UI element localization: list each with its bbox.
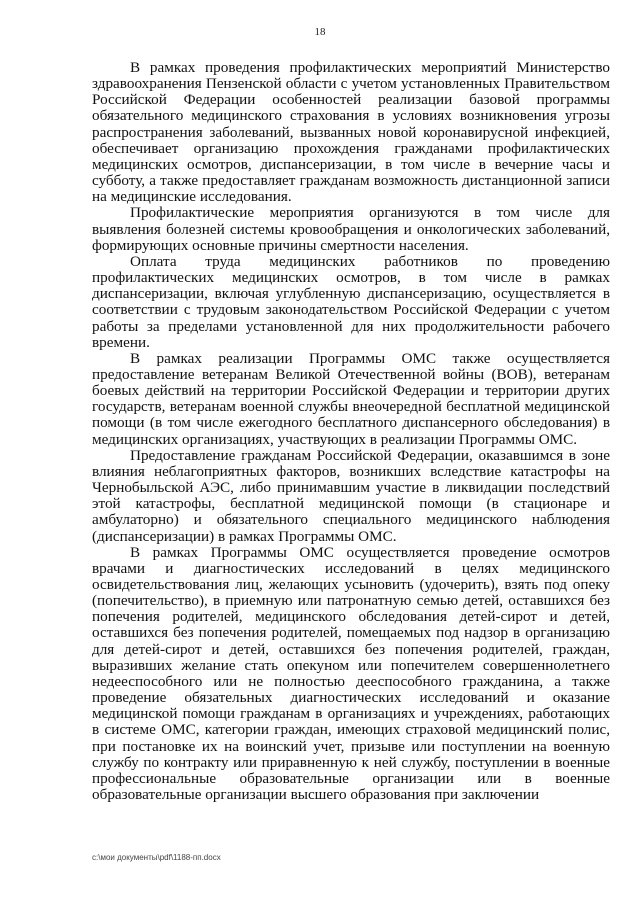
footer-file-path: c:\мои документы\pdf\1188-пп.docx (92, 853, 221, 862)
paragraph-medical-examinations: В рамках Программы ОМС осуществляется проведение осмотров врачами и диагностических исследований в целях медицинского освидетельствования лиц, желающих усыновить (удочерить), взять под опеку (попечительство), в приемную или патронатную семью детей, оставшихся без попечения родителей, медицинского обследования детей-сирот и детей, оставшихся без попечения родителей, помещаемых под надзор в организацию для детей-сирот и детей, оставшихся без попечения родителей, граждан, выразивших желание стать опекуном или попечителем совершеннолетнего недееспособного или не полностью дееспособного гражданина, а также проведение обязательных диагностических исследований и оказание медицинской помощи гражданам в организациях и учреждениях, работающих в системе ОМС, категории граждан, имеющих страховой медицинский полис, при постановке их на воинский учет, призыве или поступлении на военную службу по контракту или приравненную к ней службу, поступлении в военные профессиональные образовательные организации или в военные образовательные организации высшего образования при заключении (92, 543, 610, 804)
document-body (92, 60, 610, 803)
paragraph-veterans-care: В рамках реализации Программы ОМС также осуществляется предоставление ветеранам Великой Отечественной войны (ВОВ), ветеранам боевых действий на территории Российской Федерации и территории других государств, ветеранам военной службы внеочередной бесплатной медицинской помощи (в том числе ежегодного бесплатного диспансерного обследования) в медицинских организациях, участвующих в реализации Программы ОМС. (92, 349, 610, 448)
page-number: 18 (314, 26, 326, 38)
paragraph-chernobyl-care: Предоставление гражданам Российской Федерации, оказавшимся в зоне влияния неблагоприятных факторов, возникших вследствие катастрофы на Чернобыльской АЭС, либо принимавшим участие в ликвидации последствий этой катастрофы, бесплатной медицинской помощи (в стационаре и амбулаторно) и обязательного специального медицинского наблюдения (диспансеризации) в рамках Программы ОМС. (92, 446, 610, 545)
paragraph-disease-detection: Профилактические мероприятия организуются в том числе для выявления болезней системы кровообращения и онкологических заболеваний, формирующих основные причины смертности населения. (92, 204, 610, 254)
paragraph-preventive-measures: В рамках проведения профилактических мероприятий Министерство здравоохранения Пензенской области с учетом установленных Правительством Российской Федерации особенностей реализации базовой программы обязательного медицинского страхования в условиях возникновения угрозы распространения заболеваний, вызванных новой коронавирусной инфекцией, обеспечивает организацию прохождения гражданами профилактических медицинских осмотров, диспансеризации, в том числе в вечерние часы и субботу, а также предоставляет гражданам возможность дистанционной записи на медицинские исследования. (92, 59, 610, 206)
paragraph-remuneration: Оплата труда медицинских работников по проведению профилактических медицинских осмотров, в том числе в рамках диспансеризации, включая углубленную диспансеризацию, осуществляется в соответствии с трудовым законодательством Российской Федерации с учетом работы за пределами установленной для них продолжительности рабочего времени. (92, 252, 610, 351)
